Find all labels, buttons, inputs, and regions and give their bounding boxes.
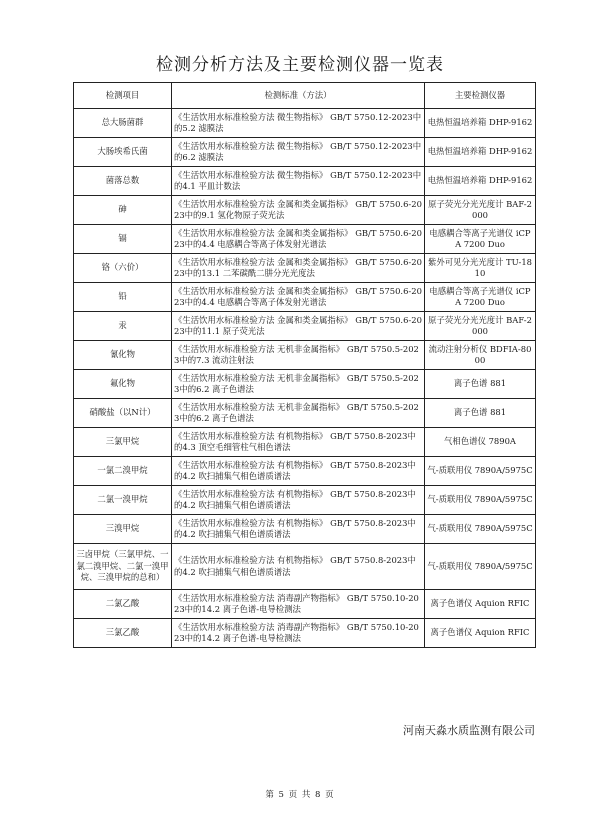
row-instrument: 气-质联用仪 7890A/5975C <box>425 544 536 590</box>
row-method: 《生活饮用水标准检验方法 金属和类金属指标》 GB/T 5750.6-2023中的11.1 原子荧光法 <box>172 312 425 341</box>
row-instrument: 离子色谱 881 <box>425 370 536 399</box>
header-item: 检测项目 <box>74 83 172 109</box>
row-item: 镉 <box>74 225 172 254</box>
company-name: 河南天淼水质监测有限公司 <box>403 724 535 737</box>
table-row <box>74 399 536 428</box>
table-row <box>74 254 536 283</box>
row-instrument: 气-质联用仪 7890A/5975C <box>425 457 536 486</box>
row-method: 《生活饮用水标准检验方法 消毒副产物指标》 GB/T 5750.10-2023中的14.2 离子色谱-电导检测法 <box>172 590 425 619</box>
row-item: 三氯甲烷 <box>74 428 172 457</box>
row-method: 《生活饮用水标准检验方法 无机非金属指标》 GB/T 5750.5-2023中的6.2 离子色谱法 <box>172 399 425 428</box>
table-row <box>74 312 536 341</box>
row-instrument: 电感耦合等离子光谱仪 iCPA 7200 Duo <box>425 225 536 254</box>
table-row <box>74 341 536 370</box>
row-item: 硝酸盐（以N计） <box>74 399 172 428</box>
row-instrument: 电热恒温培养箱 DHP-9162 <box>425 109 536 138</box>
table-row <box>74 544 536 590</box>
row-instrument: 电热恒温培养箱 DHP-9162 <box>425 167 536 196</box>
row-method: 《生活饮用水标准检验方法 消毒副产物指标》 GB/T 5750.10-2023中的14.2 离子色谱-电导检测法 <box>172 619 425 648</box>
row-item: 菌落总数 <box>74 167 172 196</box>
row-instrument: 电热恒温培养箱 DHP-9162 <box>425 138 536 167</box>
table-row <box>74 590 536 619</box>
row-item: 氟化物 <box>74 370 172 399</box>
row-instrument: 离子色谱仪 Aquion RFIC <box>425 619 536 648</box>
row-instrument: 离子色谱 881 <box>425 399 536 428</box>
row-method: 《生活饮用水标准检验方法 无机非金属指标》 GB/T 5750.5-2023中的7.3 流动注射法 <box>172 341 425 370</box>
table-row <box>74 225 536 254</box>
table-row <box>74 109 536 138</box>
table-row <box>74 370 536 399</box>
row-instrument: 原子荧光分光光度计 BAF-2000 <box>425 196 536 225</box>
row-instrument: 电感耦合等离子光谱仪 iCPA 7200 Duo <box>425 283 536 312</box>
table-row <box>74 457 536 486</box>
table-row <box>74 283 536 312</box>
row-method: 《生活饮用水标准检验方法 微生物指标》 GB/T 5750.12-2023中的4.1 平皿计数法 <box>172 167 425 196</box>
row-method: 《生活饮用水标准检验方法 微生物指标》 GB/T 5750.12-2023中的5.2 滤膜法 <box>172 109 425 138</box>
row-item: 铬（六价） <box>74 254 172 283</box>
methods-table <box>73 82 536 648</box>
table-row <box>74 196 536 225</box>
row-item: 三氯乙酸 <box>74 619 172 648</box>
row-method: 《生活饮用水标准检验方法 无机非金属指标》 GB/T 5750.5-2023中的6.2 离子色谱法 <box>172 370 425 399</box>
row-item: 三卤甲烷（三氯甲烷、一氯二溴甲烷、二氯一溴甲烷、三溴甲烷的总和） <box>74 544 172 590</box>
row-method: 《生活饮用水标准检验方法 有机物指标》 GB/T 5750.8-2023中的4.3 顶空毛细管柱气相色谱法 <box>172 428 425 457</box>
table-row <box>74 428 536 457</box>
row-method: 《生活饮用水标准检验方法 有机物指标》 GB/T 5750.8-2023中的4.2 吹扫捕集气相色谱质谱法 <box>172 457 425 486</box>
row-item: 氰化物 <box>74 341 172 370</box>
row-item: 一氯二溴甲烷 <box>74 457 172 486</box>
row-instrument: 离子色谱仪 Aquion RFIC <box>425 590 536 619</box>
row-instrument: 流动注射分析仪 BDFIA-8000 <box>425 341 536 370</box>
row-item: 大肠埃希氏菌 <box>74 138 172 167</box>
table-row <box>74 167 536 196</box>
row-method: 《生活饮用水标准检验方法 有机物指标》 GB/T 5750.8-2023中的4.2 吹扫捕集气相色谱质谱法 <box>172 515 425 544</box>
table-body <box>74 109 536 648</box>
row-instrument: 原子荧光分光光度计 BAF-2000 <box>425 312 536 341</box>
table-row <box>74 515 536 544</box>
row-method: 《生活饮用水标准检验方法 有机物指标》 GB/T 5750.8-2023中的4.2 吹扫捕集气相色谱质谱法 <box>172 544 425 590</box>
header-instrument: 主要检测仪器 <box>425 83 536 109</box>
row-method: 《生活饮用水标准检验方法 微生物指标》 GB/T 5750.12-2023中的6.2 滤膜法 <box>172 138 425 167</box>
table-row <box>74 486 536 515</box>
row-item: 三溴甲烷 <box>74 515 172 544</box>
row-instrument: 气-质联用仪 7890A/5975C <box>425 486 536 515</box>
header-method: 检测标准（方法） <box>172 83 425 109</box>
row-item: 砷 <box>74 196 172 225</box>
row-instrument: 紫外可见分光光度计 TU-1810 <box>425 254 536 283</box>
row-item: 二氯乙酸 <box>74 590 172 619</box>
table-row <box>74 138 536 167</box>
page-title: 检测分析方法及主要检测仪器一览表 <box>156 55 444 75</box>
row-method: 《生活饮用水标准检验方法 有机物指标》 GB/T 5750.8-2023中的4.2 吹扫捕集气相色谱质谱法 <box>172 486 425 515</box>
row-method: 《生活饮用水标准检验方法 金属和类金属指标》 GB/T 5750.6-2023中的4.4 电感耦合等离子体发射光谱法 <box>172 225 425 254</box>
row-item: 总大肠菌群 <box>74 109 172 138</box>
row-instrument: 气相色谱仪 7890A <box>425 428 536 457</box>
row-item: 汞 <box>74 312 172 341</box>
row-method: 《生活饮用水标准检验方法 金属和类金属指标》 GB/T 5750.6-2023中的4.4 电感耦合等离子体发射光谱法 <box>172 283 425 312</box>
table-row <box>74 619 536 648</box>
row-method: 《生活饮用水标准检验方法 金属和类金属指标》 GB/T 5750.6-2023中的9.1 氢化物原子荧光法 <box>172 196 425 225</box>
row-item: 铅 <box>74 283 172 312</box>
row-instrument: 气-质联用仪 7890A/5975C <box>425 515 536 544</box>
row-method: 《生活饮用水标准检验方法 金属和类金属指标》 GB/T 5750.6-2023中的13.1 二苯碳酰二肼分光光度法 <box>172 254 425 283</box>
row-item: 二氯一溴甲烷 <box>74 486 172 515</box>
table-header-row <box>74 83 536 109</box>
page-number: 第 5 页 共 8 页 <box>265 790 335 800</box>
